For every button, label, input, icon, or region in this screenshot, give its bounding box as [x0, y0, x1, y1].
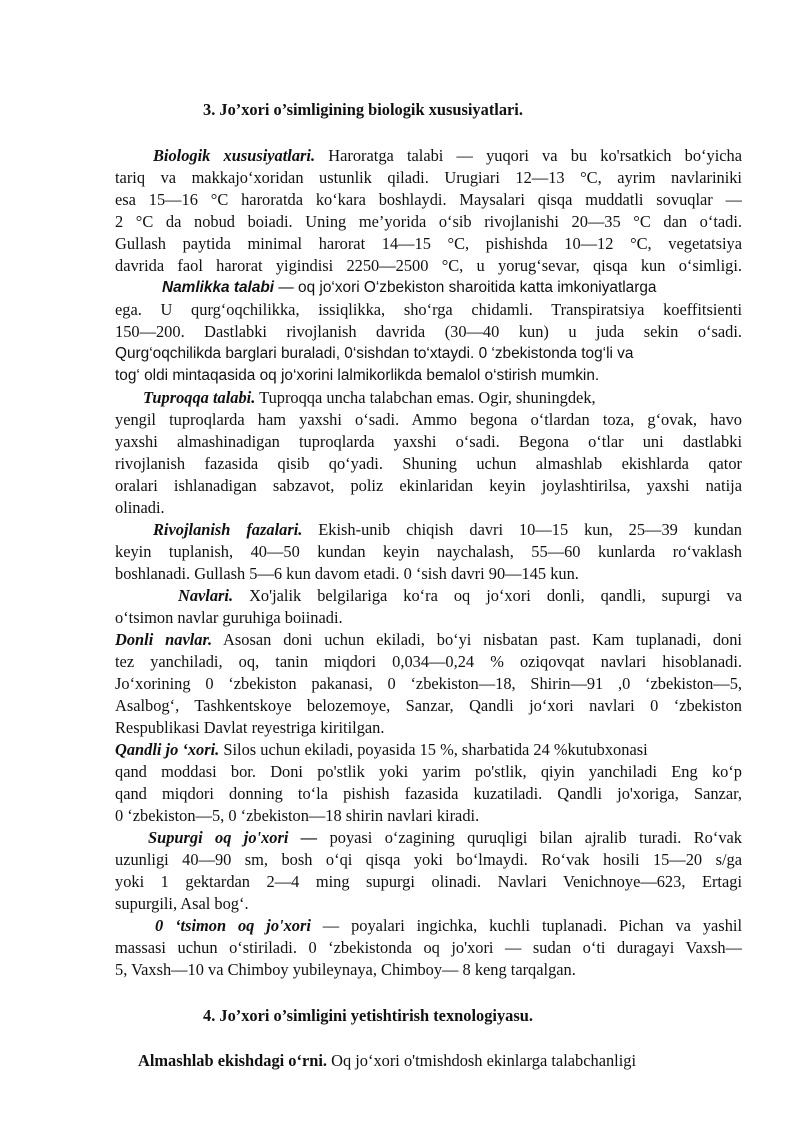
paragraph-grain-line: Asalbog‘, Tashkentskoye belozemoye, Sanzar, Qandli jo‘xori navlari 0 ‘zbekiston: [115, 696, 742, 715]
paragraph-soil-line: rivojlanish fazasida qisib qo‘yadi. Shuning uchun almashlab ekishlarda qator: [115, 454, 742, 473]
paragraph-moisture-line: 150—200. Dastlabki rivojlanish davrida (30—40 kun) u juda sekin o‘sadi.: [115, 322, 742, 341]
paragraph-biology-line: Gullash paytida minimal harorat 14—15 °C, pishishda 10—12 °C, vegetatsiya: [115, 234, 742, 253]
term-soil: Tuproqqa talabi.: [143, 388, 256, 407]
paragraph-phases-line: Rivojlanish fazalari. Ekish-unib chiqish davri 10—15 kun, 25—39 kundan: [153, 520, 742, 539]
term-grass: 0 ‘tsimon oq jo'xori: [155, 916, 311, 935]
paragraph-soil-line: yengil tuproqlarda ham yaxshi o‘sadi. Ammo begona o‘tlardan toza, g‘ovak, havo: [115, 410, 742, 429]
paragraph-soil-line: oralari ishlanadigan sabzavot, poliz ekinlaridan keyin joylashtirilsa, yaxshi natija: [115, 476, 742, 495]
paragraph-grain-line: Donli navlar. Asosan doni uchun ekiladi, bo‘yi nisbatan past. Kam tuplanadi, doni: [115, 630, 742, 649]
paragraph-sweet-line: qand moddasi bor. Doni po'stlik yoki yarim po'stlik, qiyin yanchiladi Eng ko‘p: [115, 762, 742, 781]
term-rotation: Almashlab ekishdagi o‘rni.: [138, 1051, 327, 1070]
section-heading-4: 4. Jo’xori o’simligini yetishtirish texnologiyasu.: [203, 1006, 533, 1025]
paragraph-soil-line: Tuproqqa talabi. Tuproqqa uncha talabchan emas. Ogir, shuningdek,: [143, 388, 596, 407]
paragraph-sweet-line: 0 ‘zbekiston—5, 0 ‘zbekiston—18 shirin navlari kiradi.: [115, 806, 480, 825]
term-grain: Donli navlar.: [115, 630, 213, 649]
term-broom: Supurgi oq jo'xori —: [148, 828, 318, 847]
paragraph-rotation-line: Almashlab ekishdagi o‘rni. Oq jo‘xori o'tmishdosh ekinlarga talabchanligi: [138, 1051, 637, 1070]
paragraph-broom-line: supurgili, Asal bog‘.: [115, 894, 249, 913]
paragraph-broom-line: uzunligi 40—90 sm, bosh o‘qi qisqa yoki bo‘lmaydi. Ro‘vak hosili 15—20 s/ga: [115, 850, 742, 869]
paragraph-broom-line: Supurgi oq jo'xori — poyasi o‘zagining quruqligi bilan ajralib turadi. Ro‘vak: [148, 828, 742, 847]
paragraph-moisture-line: Qurg‘oqchilikda barglari buraladi, 0‘sishdan to‘xtaydi. 0 ‘zbekistonda tog‘li va: [115, 345, 634, 362]
section-heading-3: 3. Jo’xori o’simligining biologik xususiyatlari.: [203, 100, 523, 119]
paragraph-varieties-line: o‘tsimon navlar guruhiga boiinadi.: [115, 608, 343, 627]
paragraph-phases-line: keyin tuplanish, 40—50 kundan keyin naychalash, 55—60 kunlarda ro‘vaklash: [115, 542, 742, 561]
paragraph-varieties-line: Navlari. Xo'jalik belgilariga ko‘ra oq jo‘xori donli, qandli, supurgi va: [178, 586, 742, 605]
paragraph-grass-line: massasi uchun o‘stiriladi. 0 ‘zbekistonda oq jo'xori — sudan o‘ti duragayi Vaxsh—: [115, 938, 742, 957]
paragraph-biology-line: esa 15—16 °C haroratda ko‘kara boshlaydi. Maysalari qisqa muddatli sovuqlar —: [115, 190, 742, 209]
term-varieties: Navlari.: [178, 586, 234, 605]
paragraph-grass-line: 5, Vaxsh—10 va Chimboy yubileynaya, Chimboy— 8 keng tarqalgan.: [115, 960, 576, 979]
term-moisture: Namlikka talabi: [162, 279, 275, 296]
paragraph-sweet-line: Qandli jo ‘xori. Silos uchun ekiladi, poyasida 15 %, sharbatida 24 %kutubxonasi: [115, 740, 648, 759]
paragraph-sweet-line: qand miqdori donning to‘la pishish fazasida kuzatiladi. Qandli jo'xoriga, Sanzar,: [115, 784, 742, 803]
paragraph-grain-line: tez yanchiladi, oq, tanin miqdori 0,034—0,24 % oziqovqat navlari hisoblanadi.: [115, 652, 742, 671]
term-phases: Rivojlanish fazalari.: [153, 520, 303, 539]
paragraph-grass-line: 0 ‘tsimon oq jo'xori — poyalari ingichka, kuchli tuplanadi. Pichan va yashil: [155, 916, 742, 935]
paragraph-moisture-line: ega. U qurg‘oqchilikka, issiqlikka, sho‘rga chidamli. Transpiratsiya koeffitsienti: [115, 300, 742, 319]
paragraph-biology-line: 2 °C da nobud boiadi. Uning me’yorida o‘sib rivojlanishi 20—35 °C dan o‘tadi.: [115, 212, 742, 231]
term-sweet: Qandli jo ‘xori.: [115, 740, 220, 759]
paragraph-broom-line: yoki 1 gektardan 2—4 ming supurgi olinadi. Navlari Venichnoye—623, Ertagi: [115, 872, 742, 891]
paragraph-moisture-line: Namlikka talabi — oq jo‘xori O‘zbekiston sharoitida katta imkoniyatlarga: [162, 279, 657, 296]
paragraph-phases-line: boshlanadi. Gullash 5—6 kun davom etadi. 0 ‘sish davri 90—145 kun.: [115, 564, 579, 583]
paragraph-biology-line: tariq va makkajo‘xoridan ustunlik qiladi. Urugiari 12—13 °C, ayrim navlariniki: [115, 168, 742, 187]
term-biology: Biologik xususiyatlari.: [153, 146, 316, 165]
paragraph-soil-line: olinadi.: [115, 498, 165, 517]
paragraph-moisture-line: tog‘ oldi mintaqasida oq jo‘xorini lalmikorlikda bemalol o‘stirish mumkin.: [115, 367, 600, 384]
paragraph-grain-line: Respublikasi Davlat reyestriga kiritilgan.: [115, 718, 385, 737]
paragraph-biology-line: Biologik xususiyatlari. Haroratga talabi — yuqori va bu ko'rsatkich bo‘yicha: [153, 146, 742, 165]
paragraph-soil-line: yaxshi almashinadigan tuproqlarda yaxshi o‘sadi. Begona o‘tlar uni dastlabki: [115, 432, 742, 451]
paragraph-grain-line: Jo‘xorining 0 ‘zbekiston pakanasi, 0 ‘zbekiston—18, Shirin—91 ,0 ‘zbekiston—5,: [115, 674, 742, 693]
paragraph-biology-line: davrida faol harorat yigindisi 2250—2500 °C, u yorug‘sevar, qisqa kun o‘simligi.: [115, 256, 742, 275]
